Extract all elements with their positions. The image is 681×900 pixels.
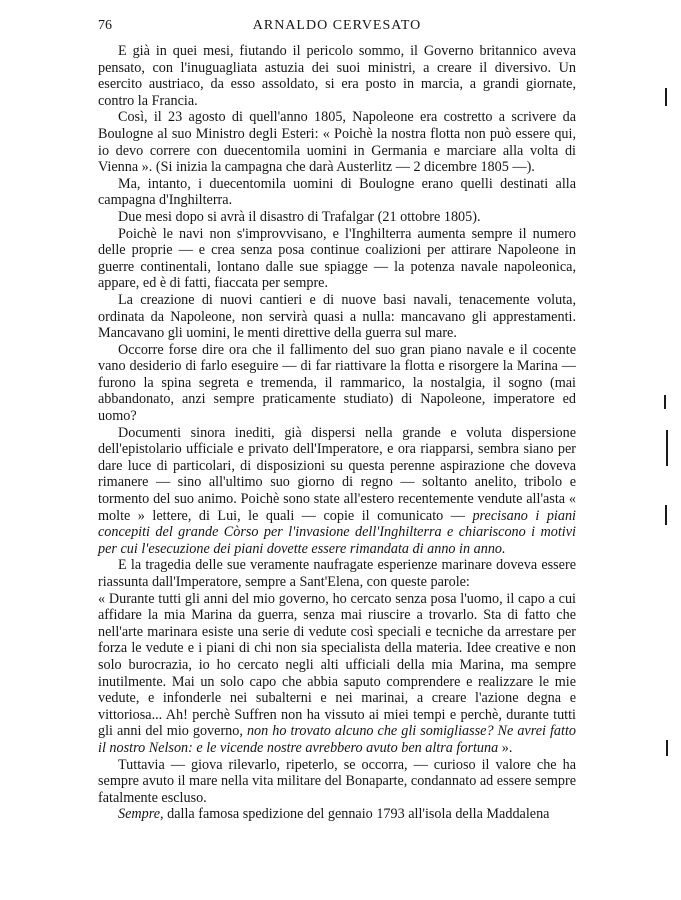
quotation-paragraph [98, 591, 576, 757]
text-run: ». [498, 739, 513, 756]
italic-text: non ho trovato alcuno che gli somigliasse? Ne avrei fatto il nostro Nelson: e le vicende nostre avrebbero avuto ben altra fortuna [98, 723, 576, 756]
italic-text: precisano i piani concepiti del grande Còrso per l'invasione dell'Inghilterra e chiariscono i motivi per cui l'esecuzione dei piani dovette essere rimandata di anno in anno. [98, 507, 576, 557]
margin-mark [666, 430, 668, 466]
paragraph [98, 425, 576, 558]
margin-mark [665, 505, 667, 525]
paragraph [98, 109, 576, 175]
page-header [98, 18, 576, 38]
margin-mark [665, 88, 667, 106]
paragraph [98, 292, 576, 342]
paragraph [98, 209, 576, 226]
text-run: E la tragedia delle sue veramente naufragate esperienze marinare doveva essere riassunta dall'Imperatore, sempre a Sant'Elena, con queste parole: [98, 557, 576, 590]
text-run: Ma, intanto, i duecentomila uomini di Boulogne erano quelli destinati alla campagna d'Inghilterra. [98, 175, 576, 209]
text-run: Così, il 23 agosto di quell'anno 1805, Napoleone era costretto a scrivere da Boulogne al suo Ministro degli Esteri: « Poichè la nostra flotta non può essere qui, io devo correre con duecentomila uomini in Germania e marciare alla volta di Vienna ». (Si inizia la campagna che darà Austerlitz — 2 dicembre 1805 —). [98, 109, 576, 176]
paragraph [98, 342, 576, 425]
paragraph [98, 226, 576, 292]
body-text [98, 43, 576, 823]
text-run: « Durante tutti gli anni del mio governo, ho cercato senza posa l'uomo, il capo a cui affidare la mia Marina da guerra, senza mai riuscire a trovarlo. Sta di fatto che nell'arte marinara esiste una serie di vedute così speciali e tecniche da arrestare per forza le vedute e i piani di chi non sia specialista della materia. Idee creative e non solo burocrazia, io ho cercato negli alti ufficiali della mia Marina, ma sempre inutilmente. Mai un solo capo che abbia saputo comprendere e realizzare le mie vedute, e infonderle nei subalterni e nei marinai, a creare l'azione degna e vittoriosa... Ah! perchè Suffren non ha vissuto ai miei tempi e perchè, durante tutti gli anni del mio governo, [98, 590, 576, 740]
running-title: ARNALDO CERVESATO [252, 18, 422, 33]
italic-text: Sempre [118, 806, 161, 823]
text-run: E già in quei mesi, fiutando il pericolo sommo, il Governo britannico aveva pensato, con l'inuguagliata astuzia dei suoi ministri, a creare il diversivo. Un esercito austriaco, da esso assoldato, si era posto in marcia, a grandi giornate, contro la Francia. [98, 43, 576, 109]
text-run: Documenti sinora inediti, già dispersi nella grande e voluta dispersione dell'epistolario ufficiale e privato dell'Imperatore, e ora riapparsi, sembra siano per dare luce di particolari, di disposizioni su questa perenne aspirazione che doveva rimanere — sino all'ultimo suo giorno di regno — soltanto anelito, tribolo e tormento del suo animo. Poichè sono state all'estero recentemente vendute all'asta « molte » lettere, di Lui, le quali — copie il comunicato — [98, 424, 576, 524]
text-run: La creazione di nuovi cantieri e di nuove basi navali, tenacemente voluta, ordinata da Napoleone, non servirà quasi a nulla: mancavano gli apprestamenti. Mancavano gli uomini, le menti direttive della guerra sul mare. [98, 291, 576, 342]
text-run: Occorre forse dire ora che il fallimento del suo gran piano navale e il cocente vano desiderio di farlo eseguire — di far riattivare la flotta e risorgere la Marina — furono la spina segreta e tremenda, il rammarico, la nostalgia, il sogno (mai abbandonato, anzi sempre praticamente studiato) di Napoleone, imperatore ed uomo? [98, 341, 576, 425]
page-number: 76 [98, 18, 112, 33]
text-run: Tuttavia — giova rilevarlo, ripeterlo, se occorra, — curioso il valore che ha sempre avuto il mare nella vita militare del Bonaparte, condannato ad essere sempre fatalmente escluso. [98, 756, 576, 806]
paragraph [98, 176, 576, 209]
margin-mark [666, 740, 668, 756]
paragraph [98, 43, 576, 109]
text-run: Due mesi dopo si avrà il disastro di Trafalgar (21 ottobre 1805). [118, 208, 481, 225]
paragraph [98, 557, 576, 590]
margin-mark [664, 395, 666, 409]
paragraph [98, 757, 576, 807]
paragraph [98, 806, 576, 823]
text-run: Poichè le navi non s'improvvisano, e l'Inghilterra aumenta sempre il numero delle proprie — e crea senza posa continue coalizioni per attirare Napoleone in guerre continentali, lontano dalle sue spiagge — la potenza navale napoleonica, appare, ed è di fatti, fiaccata per sempre. [98, 225, 576, 292]
text-run: , dalla famosa spedizione del gennaio 1793 all'isola della Maddalena [160, 806, 550, 823]
